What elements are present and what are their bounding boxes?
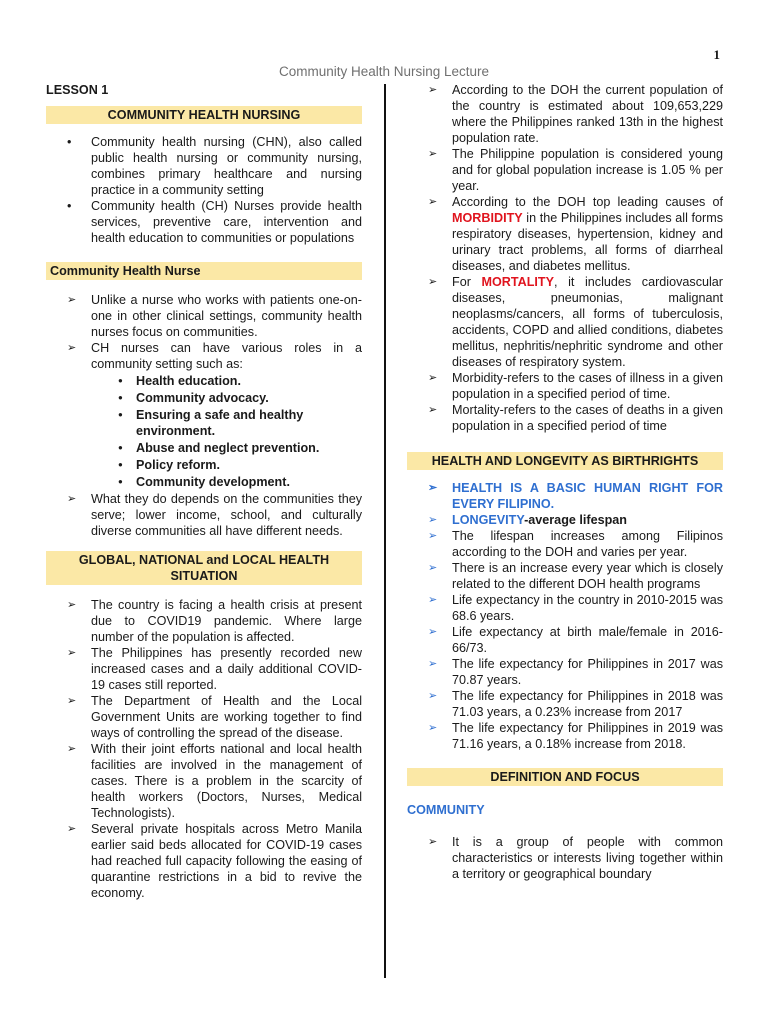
list-item: ➢ Several private hospitals across Metro Manila earlier said beds allocated for COVID-19 cases had reached full capacity following the easing of quarantine restrictions in a bid to revive the economy. — [91, 821, 362, 901]
list-item: ➢ What they do depends on the communities they serve; lower income, school, and culturally diverse communities all have different needs. — [91, 491, 362, 539]
chn-bullet-list — [46, 134, 362, 246]
list-item: ➢ Life expectancy at birth male/female in 2016- 66/73. — [452, 624, 723, 656]
role-item: ● Ensuring a safe and healthy environment. — [136, 407, 362, 439]
heading-community-health-nursing: COMMUNITY HEALTH NURSING — [46, 106, 362, 124]
heading-definition-focus: DEFINITION AND FOCUS — [407, 768, 723, 786]
role-item: ● Policy reform. — [136, 457, 362, 473]
longevity-keyword: LONGEVITY — [452, 513, 525, 527]
role-item: ● Community advocacy. — [136, 390, 362, 406]
list-item: ➢ HEALTH IS A BASIC HUMAN RIGHT FOR EVERY FILIPINO. — [452, 480, 723, 512]
role-item: ● Abuse and neglect prevention. — [136, 440, 362, 456]
list-item: ➢ It is a group of people with common characteristics or interests living together within a territory or geographical boundary — [452, 834, 723, 882]
list-item: ➢ Life expectancy in the country in 2010-2015 was 68.6 years. — [452, 592, 723, 624]
page-number: 1 — [713, 47, 720, 62]
list-item: ➢ The lifespan increases among Filipinos according to the DOH and varies per year. — [452, 528, 723, 560]
community-definition-list — [407, 834, 723, 882]
nurse-list — [46, 292, 362, 539]
list-item: ➢ The Philippines has presently recorded new increased cases and a daily additional COVID-19 cases still reported. — [91, 645, 362, 693]
community-label: COMMUNITY — [407, 803, 485, 817]
list-item: ➢ The life expectancy for Philippines in 2017 was 70.87 years. — [452, 656, 723, 688]
mortality-text-pre: For — [452, 275, 482, 289]
morbidity-text-post: in the Philippines includes all forms respiratory diseases, hypertension, kidney and urinary tract problems, all forms of diarrheal diseases, and diabetes mellitus. — [452, 211, 723, 273]
list-item: ➢ Morbidity-refers to the cases of illness in a given population in a specified period of time. — [452, 370, 723, 402]
heading-global-national-local: GLOBAL, NATIONAL and LOCAL HEALTH SITUATION — [46, 551, 362, 585]
list-item: ➢ There is an increase every year which is closely related to the different DOH health programs — [452, 560, 723, 592]
list-item: • Community health nursing (CHN), also called public health nursing or community nursing, combines primary healthcare and nursing practice in a community setting — [91, 134, 362, 198]
list-item: ➢ Mortality-refers to the cases of deaths in a given population in a specified period of time — [452, 402, 723, 434]
heading-community-health-nurse: Community Health Nurse — [46, 262, 362, 280]
list-item-text: CH nurses can have various roles in a community setting such as: — [91, 341, 362, 371]
page-header: Community Health Nursing Lecture — [278, 64, 490, 79]
longevity-list — [407, 480, 723, 752]
longevity-definition: -average lifespan — [524, 513, 627, 527]
column-divider — [384, 84, 386, 978]
list-item: ➢ According to the DOH the current population of the country is estimated about 109,653,229 where the Philippines ranked 13th in the highest population rate. — [452, 82, 723, 146]
heading-health-longevity: HEALTH AND LONGEVITY AS BIRTHRIGHTS — [407, 452, 723, 470]
list-item: ➢ The life expectancy for Philippines in 2018 was 71.03 years, a 0.23% increase from 2017 — [452, 688, 723, 720]
population-list — [407, 82, 723, 434]
list-item — [91, 340, 362, 490]
morbidity-text-pre: According to the DOH top leading causes of — [452, 195, 723, 209]
list-item: ➢ The life expectancy for Philippines in 2019 was 71.16 years, a 0.18% increase from 2018. — [452, 720, 723, 752]
right-column — [407, 82, 723, 882]
left-column — [46, 82, 362, 901]
list-item: ➢ With their joint efforts national and local health facilities are involved in the management of cases. There is a problem in the scarcity of health workers (Doctors, Nurses, Medical Technologists). — [91, 741, 362, 821]
list-item: ➢ The country is facing a health crisis at present due to COVID19 pandemic. Where large number of the population is affected. — [91, 597, 362, 645]
role-item: ● Community development. — [136, 474, 362, 490]
list-item — [452, 194, 723, 274]
roles-list — [91, 373, 362, 490]
morbidity-keyword: MORBIDITY — [452, 211, 523, 225]
list-item: ➢ The Department of Health and the Local Government Units are working together to find ways of controlling the spread of the disease. — [91, 693, 362, 741]
global-situation-list — [46, 597, 362, 901]
list-item — [452, 274, 723, 370]
list-item: ➢ Unlike a nurse who works with patients one-on-one in other clinical settings, community health nurses focus on communities. — [91, 292, 362, 340]
lesson-title: LESSON 1 — [46, 83, 109, 97]
list-item: ➢ The Philippine population is considered young and for global population increase is 1.05 % per year. — [452, 146, 723, 194]
role-item: ● Health education. — [136, 373, 362, 389]
mortality-text-post: , it includes cardiovascular diseases, pneumonias, malignant neoplasms/cancers, all forms of tuberculosis, accidents, COPD and allied conditions, diabetes mellitus, nephritis/nephritic syndrome and other diseases of respiratory system. — [452, 275, 723, 369]
mortality-keyword: MORTALITY — [481, 275, 555, 289]
list-item: • Community health (CH) Nurses provide health services, preventive care, intervention and health education to communities or populations — [91, 198, 362, 246]
list-item — [452, 512, 723, 528]
